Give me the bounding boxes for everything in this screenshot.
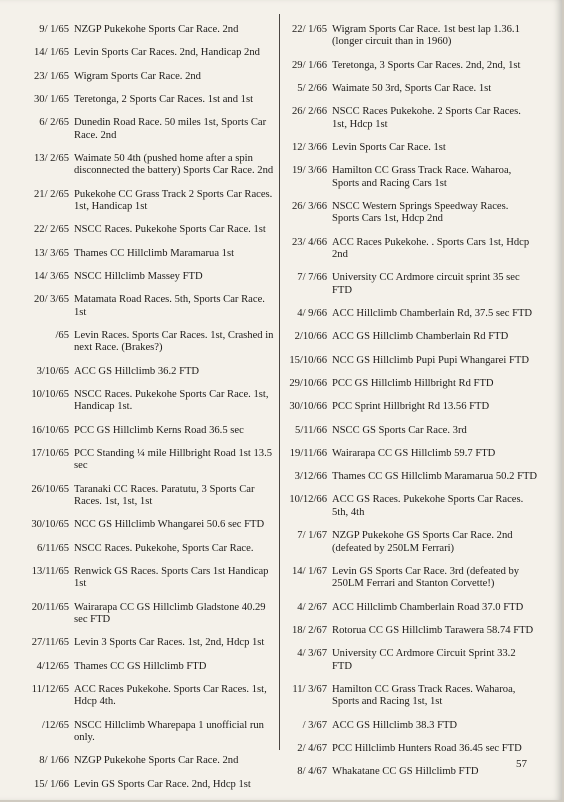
race-entry <box>18 720 276 745</box>
race-entry <box>18 425 276 437</box>
entry-date: 7/ 1/67 <box>297 530 327 542</box>
entry-text: NSCC Races. Pukekohe Sports Car Race. 1st <box>74 224 266 236</box>
page-number: 57 <box>516 758 527 770</box>
race-entry <box>18 24 276 36</box>
entry-date: 22/ 1/65 <box>291 24 327 35</box>
entry-date: 7/ 7/66 <box>297 272 327 284</box>
entry-text: Whakatane CC GS Hillclimb FTD <box>332 766 479 778</box>
entry-text: ACC Hillclimb Chamberlain Road 37.0 FTD <box>332 601 524 613</box>
entry-text: NZGP Pukekohe GS Sports Car Race. 2nd (defeated by 250LM Ferrari) <box>332 530 513 554</box>
race-entry <box>286 355 538 367</box>
race-entry <box>286 566 538 591</box>
entry-text: Wairarapa CC GS Hillclimb 59.7 FTD <box>332 447 496 459</box>
entry-text: PCC GS Hillclimb Kerns Road 36.5 sec <box>74 424 244 436</box>
entry-date: 30/ 1/65 <box>33 93 69 105</box>
entry-date: 2/10/66 <box>294 331 327 343</box>
entry-date: 19/11/66 <box>289 447 327 459</box>
race-entry <box>286 401 538 413</box>
entry-text: Levin 3 Sports Car Races. 1st, 2nd, Hdcp 1st <box>74 637 265 649</box>
entry-date: 30/10/65 <box>31 519 69 531</box>
entry-text: Levin Sports Car Race. 1st <box>332 142 446 153</box>
entry-text: ACC Hillclimb Chamberlain Rd, 37.5 sec FTD <box>332 308 533 320</box>
race-entry <box>18 294 276 319</box>
race-entry <box>286 165 538 190</box>
entry-date: 18/ 2/67 <box>291 624 327 636</box>
entry-date: 17/10/65 <box>31 447 69 459</box>
entry-text: ACC GS Hillclimb 38.3 FTD <box>332 719 458 731</box>
entry-text: Dunedin Road Race. 50 miles 1st, Sports Car Race. 2nd <box>74 117 267 141</box>
entry-date: 23/ 4/66 <box>291 236 327 248</box>
race-entry <box>18 330 276 355</box>
entry-text: Levin Sports Car Races. 2nd, Handicap 2nd <box>74 47 260 59</box>
race-entry <box>18 94 276 106</box>
race-entry <box>286 272 538 297</box>
entry-text: Hamilton CC Grass Track Races. Waharoa, Sports and Racing 1st, 1st <box>332 683 516 708</box>
entry-text: NSCC Races Pukekohe. 2 Sports Car Races. 1st, Hdcp 1st <box>332 106 521 130</box>
entry-date: 19/ 3/66 <box>291 165 327 177</box>
race-entry <box>18 602 276 627</box>
entry-text: PCC Standing ¼ mile Hillbright Road 1st 13.5 sec <box>74 447 273 472</box>
entry-date: 30/10/66 <box>289 401 327 413</box>
entry-date: 13/ 3/65 <box>33 247 69 259</box>
left-column <box>18 24 276 802</box>
entry-date: 29/ 1/66 <box>291 59 327 71</box>
race-entry <box>286 743 538 755</box>
race-entry <box>18 248 276 260</box>
race-entry <box>286 24 538 49</box>
entry-date: 12/ 3/66 <box>291 142 327 153</box>
race-entry <box>18 71 276 83</box>
entry-date: 20/ 3/65 <box>33 294 69 306</box>
entry-date: 23/ 1/65 <box>33 70 69 82</box>
race-entry <box>18 637 276 649</box>
entry-date: 26/10/65 <box>31 483 69 495</box>
entry-text: NSCC Races. Pukekohe Sports Car Race. 1st, Handicap 1st. <box>74 388 269 413</box>
race-entry <box>286 530 538 555</box>
race-entry <box>18 47 276 59</box>
entry-text: Hamilton CC Grass Track Race. Waharoa, Sports and Racing Cars 1st <box>332 165 512 189</box>
entry-text: Waimate 50 4th (pushed home after a spin disconnected the battery) Sports Car Race. 2nd <box>74 152 274 177</box>
race-entry <box>286 378 538 390</box>
entry-text: ACC Races Pukekohe. Sports Car Races. 1st, Hdcp 4th. <box>74 683 267 708</box>
entry-text: Pukekohe CC Grass Track 2 Sports Car Races. 1st, Handicap 1st <box>74 188 273 212</box>
race-entry <box>286 625 538 637</box>
entry-text: Teretonga, 3 Sports Car Races. 2nd, 2nd, 1st <box>332 59 521 71</box>
race-entry <box>18 661 276 673</box>
entry-text: NSCC GS Sports Car Race. 3rd <box>332 424 467 436</box>
entry-text: ACC GS Hillclimb 36.2 FTD <box>74 365 200 377</box>
entry-text: Taranaki CC Races. Paratutu, 3 Sports Car Races. 1st, 1st, 1st <box>74 483 255 507</box>
entry-text: NZGP Pukekohe Sports Car Race. 2nd <box>74 24 239 35</box>
entry-date: 10/10/65 <box>31 388 69 400</box>
entry-date: / 3/67 <box>302 719 327 731</box>
entry-date: 4/12/65 <box>36 660 69 672</box>
entry-date: 27/11/65 <box>31 637 69 649</box>
entry-date: 9/ 1/65 <box>39 24 69 35</box>
entry-date: 13/ 2/65 <box>33 152 69 164</box>
entry-text: University CC Ardmore circuit sprint 35 sec FTD <box>332 272 520 296</box>
race-entry <box>286 720 538 732</box>
entry-text: PCC Sprint Hillbright Rd 13.56 FTD <box>332 401 490 413</box>
entry-date: 13/11/65 <box>31 565 69 577</box>
entry-text: Levin GS Sports Car Race. 2nd, Hdcp 1st <box>74 778 251 790</box>
entry-text: NSCC Western Springs Speedway Races. Sports Cars 1st, Hdcp 2nd <box>332 201 509 225</box>
entry-date: 14/ 1/67 <box>291 565 327 577</box>
entry-date: /12/65 <box>41 719 69 731</box>
entry-date: 2/ 4/67 <box>297 742 327 754</box>
entry-text: Levin Races. Sports Car Races. 1st, Crashed in next Race. (Brakes?) <box>74 329 274 354</box>
race-entry <box>18 117 276 142</box>
race-entry <box>286 308 538 320</box>
entry-date: 8/ 4/67 <box>297 766 327 778</box>
entry-date: 16/10/65 <box>31 424 69 436</box>
entry-text: Renwick GS Races. Sports Cars 1st Handicap 1st <box>74 565 269 590</box>
entry-date: 11/ 3/67 <box>292 683 327 695</box>
entry-text: Matamata Road Races. 5th, Sports Car Race. 1st <box>74 294 265 318</box>
race-entry <box>286 494 538 519</box>
entry-text: NCC GS Hillclimb Pupi Pupi Whangarei FTD <box>332 354 529 366</box>
race-entry <box>286 766 538 778</box>
entry-text: ACC GS Races. Pukekohe Sports Car Races. 5th, 4th <box>332 494 524 518</box>
race-entry <box>286 471 538 483</box>
entry-text: NCC GS Hillclimb Whangarei 50.6 sec FTD <box>74 519 265 531</box>
entry-text: Teretonga, 2 Sports Car Races. 1st and 1st <box>74 93 254 105</box>
entry-date: 29/10/66 <box>289 378 327 389</box>
entry-date: 21/ 2/65 <box>33 188 69 200</box>
entry-date: 26/ 3/66 <box>291 201 327 212</box>
race-entry <box>18 153 276 178</box>
entry-date: 6/11/65 <box>37 542 69 554</box>
entry-date: 5/ 2/66 <box>297 83 327 94</box>
race-entry <box>286 60 538 72</box>
entry-date: 3/12/66 <box>294 471 327 483</box>
entry-date: 10/12/66 <box>289 494 327 506</box>
column-divider <box>279 14 280 750</box>
entry-date: 15/10/66 <box>289 354 327 366</box>
entry-text: ACC Races Pukekohe. . Sports Cars 1st, Hdcp 2nd <box>332 236 530 261</box>
entry-text: Thames CC Hillclimb Maramarua 1st <box>74 247 235 259</box>
entry-date: 4/ 2/67 <box>297 601 327 613</box>
entry-text: University CC Ardmore Circuit Sprint 33.2 FTD <box>332 648 516 672</box>
race-entry <box>286 648 538 673</box>
entry-text: NSCC Races. Pukekohe, Sports Car Race. <box>74 542 254 554</box>
race-entry <box>286 237 538 262</box>
entry-text: NSCC Hillclimb Wharepapa 1 unofficial run only. <box>74 719 264 743</box>
race-entry <box>286 83 538 95</box>
entry-date: 22/ 2/65 <box>33 224 69 236</box>
entry-text: NZGP Pukekohe Sports Car Race. 2nd <box>74 755 239 767</box>
entry-date: 14/ 1/65 <box>33 47 69 59</box>
entry-date: 11/12/65 <box>31 683 69 695</box>
race-entry <box>18 519 276 531</box>
entry-date: 15/ 1/66 <box>33 778 69 790</box>
entry-date: 5/11/66 <box>295 424 327 436</box>
entry-text: Thames CC GS Hillclimb Maramarua 50.2 FTD <box>332 471 538 483</box>
right-column <box>286 24 538 789</box>
race-entry <box>18 684 276 709</box>
entry-date: 8/ 1/66 <box>39 755 69 767</box>
race-entry <box>18 389 276 414</box>
entry-date: 4/ 3/67 <box>297 648 327 660</box>
entry-text: PCC GS Hillclimb Hillbright Rd FTD <box>332 378 494 389</box>
entry-text: Thames CC GS Hillclimb FTD <box>74 660 207 672</box>
race-entry <box>18 484 276 509</box>
race-entry <box>18 366 276 378</box>
entry-date: 20/11/65 <box>31 601 69 613</box>
entry-text: Wairarapa CC GS Hillclimb Gladstone 40.29 sec FTD <box>74 601 266 625</box>
race-entry <box>286 106 538 131</box>
race-entry <box>18 271 276 283</box>
race-entry <box>286 201 538 226</box>
race-entry <box>286 602 538 614</box>
entry-date: /65 <box>55 329 69 341</box>
entry-text: Rotorua CC GS Hillclimb Tarawera 58.74 FTD <box>332 624 534 636</box>
entry-text: ACC GS Hillclimb Chamberlain Rd FTD <box>332 331 509 343</box>
entry-date: 6/ 2/65 <box>39 117 69 129</box>
entry-text: PCC Hillclimb Hunters Road 36.45 sec FTD <box>332 742 522 754</box>
race-entry <box>18 224 276 236</box>
entry-text: Levin GS Sports Car Race. 3rd (defeated by 250LM Ferrari and Stanton Corvette!) <box>332 565 520 590</box>
race-entry <box>286 142 538 154</box>
entry-date: 14/ 3/65 <box>33 270 69 282</box>
race-entry <box>18 566 276 591</box>
entry-date: 26/ 2/66 <box>291 106 327 118</box>
entry-text: Wigram Sports Car Race. 2nd <box>74 70 201 82</box>
entry-text: NSCC Hillclimb Massey FTD <box>74 270 203 282</box>
race-entry <box>18 189 276 214</box>
race-entry <box>18 448 276 473</box>
entry-text: Waimate 50 3rd, Sports Car Race. 1st <box>332 83 492 94</box>
entry-date: 3/10/65 <box>36 365 69 377</box>
race-entry <box>18 543 276 555</box>
race-entry <box>286 448 538 460</box>
entry-date: 4/ 9/66 <box>297 308 327 320</box>
entry-text: Wigram Sports Car Race. 1st best lap 1.36.1 (longer circuit than in 1960) <box>332 24 520 48</box>
race-entry <box>18 779 276 791</box>
race-entry <box>286 425 538 437</box>
race-entry <box>286 331 538 343</box>
race-entry <box>18 755 276 767</box>
race-entry <box>286 684 538 709</box>
